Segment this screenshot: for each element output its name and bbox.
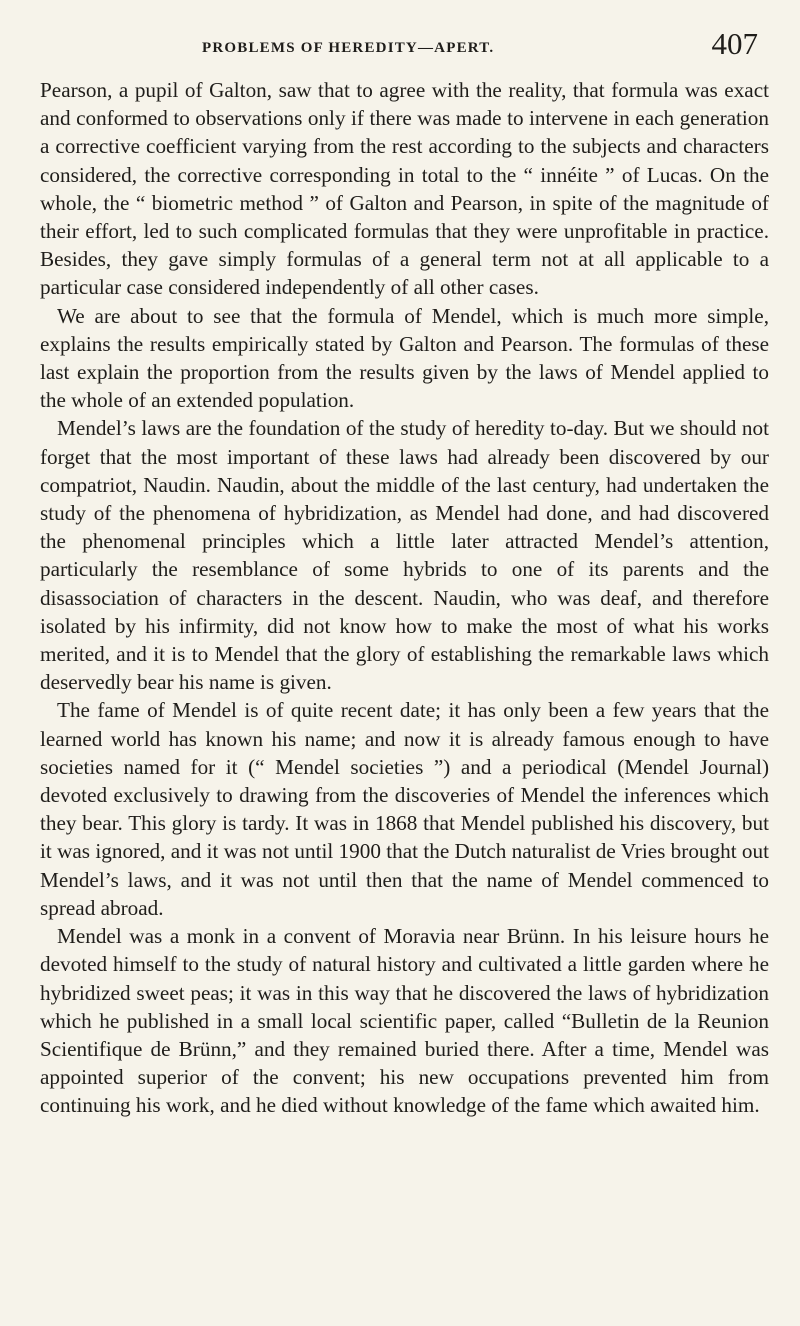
paragraph: Mendel’s laws are the foundation of the study of heredity to-day. But we should not forget that the most important of these laws had already been discovered by our compatriot, Naudin. Naudin, about the middle of the last century, had undertaken the study of the phenomena of hybridization, as Mendel had done, and had discovered the phenomenal principles which a little later attracted Mendel’s attention, particularly the resemblance of some hybrids to one of its parents and the disassociation of characters in the descent. Naudin, who was deaf, and therefore isolated by his infirmity, did not know how to make the most of what his works merited, and it is to Mendel that the glory of establishing the remarkable laws which deservedly bear his name is given. xyxy=(40,416,769,695)
body-text xyxy=(40,76,769,1120)
page-header xyxy=(40,26,770,72)
running-head: PROBLEMS OF HEREDITY—APERT. xyxy=(202,40,495,56)
paragraph: Pearson, a pupil of Galton, saw that to agree with the reality, that formula was exact and conformed to observations only if there was made to intervene in each generation a corrective coefficient varying from the rest according to the subjects and characters considered, the corrective corresponding in total to the “ innéite ” of Lucas. On the whole, the “ biometric method ” of Galton and Pearson, in spite of the magnitude of their effort, led to such complicated formulas that they were unprofitable in practice. Besides, they gave simply formulas of a general term not at all applicable to a particular case considered independently of all other cases. xyxy=(40,78,769,300)
paragraph: Mendel was a monk in a convent of Moravia near Brünn. In his leisure hours he devoted himself to the study of natural history and cultivated a little garden where he hybridized sweet peas; it was in this way that he discovered the laws of hybridization which he published in a small local scientific paper, called “Bulletin de la Reunion Scientifique de Brünn,” and they remained buried there. After a time, Mendel was appointed superior of the convent; his new occupations prevented him from continuing his work, and he died without knowledge of the fame which awaited him. xyxy=(40,924,769,1118)
paragraph: We are about to see that the formula of Mendel, which is much more simple, explains the results empirically stated by Galton and Pearson. The formulas of these last explain the proportion from the results given by the laws of Mendel applied to the whole of an extended population. xyxy=(40,303,769,413)
page-number: 407 xyxy=(711,26,758,61)
paragraph: The fame of Mendel is of quite recent date; it has only been a few years that the learned world has known his name; and now it is already famous enough to have societies named for it (“ Mendel societies ”) and a periodical (Mendel Journal) devoted exclusively to drawing from the discoveries of Mendel the inferences which they bear. This glory is tardy. It was in 1868 that Mendel published his discovery, but it was ignored, and it was not until 1900 that the Dutch naturalist de Vries brought out Mendel’s laws, and it was not until then that the name of Mendel commenced to spread abroad. xyxy=(40,698,769,920)
